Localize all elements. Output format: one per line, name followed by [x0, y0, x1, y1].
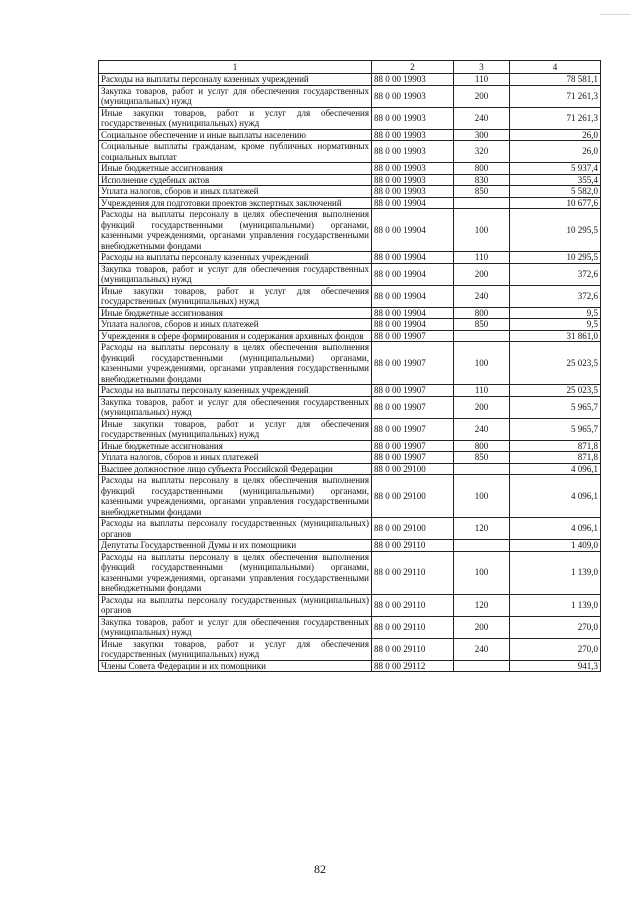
row-name-cell: Закупка товаров, работ и услуг для обеспечения государственных (муниципальных) нужд [99, 396, 372, 418]
row-vr-cell: 100 [454, 209, 510, 252]
row-vr-cell: 320 [454, 141, 510, 163]
row-vr-cell [454, 463, 510, 475]
row-vr-cell [454, 540, 510, 552]
row-name-cell: Уплата налогов, сборов и иных платежей [99, 319, 372, 331]
row-vr-cell [454, 660, 510, 672]
row-csr-cell: 88 0 00 19903 [372, 74, 454, 86]
table-header-row [99, 61, 601, 74]
header-col-1: 1 [99, 61, 372, 74]
table-row [99, 440, 601, 452]
table-row [99, 174, 601, 186]
table-row [99, 551, 601, 594]
row-sum-cell: 4 096,1 [510, 463, 601, 475]
row-name-cell: Депутаты Государственной Думы и их помощники [99, 540, 372, 552]
row-csr-cell: 88 0 00 19907 [372, 396, 454, 418]
row-name-cell: Уплата налогов, сборов и иных платежей [99, 452, 372, 464]
row-sum-cell: 5 965,7 [510, 418, 601, 440]
row-csr-cell: 88 0 00 19907 [372, 330, 454, 342]
row-name-cell: Расходы на выплаты персоналу казенных учреждений [99, 74, 372, 86]
row-vr-cell: 200 [454, 85, 510, 107]
scan-mark [600, 14, 630, 27]
header-col-3: 3 [454, 61, 510, 74]
row-csr-cell: 88 0 00 19904 [372, 285, 454, 307]
row-name-cell: Социальные выплаты гражданам, кроме публичных нормативных социальных выплат [99, 141, 372, 163]
table-row [99, 594, 601, 616]
row-csr-cell: 88 0 00 29112 [372, 660, 454, 672]
table-row [99, 396, 601, 418]
row-sum-cell: 9,5 [510, 307, 601, 319]
row-sum-cell: 71 261,3 [510, 107, 601, 129]
row-sum-cell: 270,0 [510, 638, 601, 660]
row-name-cell: Закупка товаров, работ и услуг для обеспечения государственных (муниципальных) нужд [99, 616, 372, 638]
row-csr-cell: 88 0 00 19907 [372, 440, 454, 452]
table-row [99, 540, 601, 552]
table-row [99, 463, 601, 475]
table-row [99, 518, 601, 540]
row-name-cell: Члены Совета Федерации и их помощники [99, 660, 372, 672]
table-row [99, 319, 601, 331]
row-csr-cell: 88 0 00 19907 [372, 418, 454, 440]
row-csr-cell: 88 0 00 19907 [372, 342, 454, 385]
row-csr-cell: 88 0 00 29100 [372, 463, 454, 475]
row-name-cell: Иные бюджетные ассигнования [99, 163, 372, 175]
table-row [99, 252, 601, 264]
row-vr-cell: 200 [454, 616, 510, 638]
row-vr-cell: 200 [454, 396, 510, 418]
row-vr-cell [454, 197, 510, 209]
row-vr-cell: 120 [454, 594, 510, 616]
row-sum-cell: 25 023,5 [510, 385, 601, 397]
row-sum-cell: 372,6 [510, 285, 601, 307]
row-csr-cell: 88 0 00 29110 [372, 540, 454, 552]
row-csr-cell: 88 0 00 29100 [372, 475, 454, 518]
table-row [99, 418, 601, 440]
budget-table [98, 60, 601, 672]
row-csr-cell: 88 0 00 29100 [372, 518, 454, 540]
row-name-cell: Иные бюджетные ассигнования [99, 307, 372, 319]
row-name-cell: Учреждения для подготовки проектов экспертных заключений [99, 197, 372, 209]
row-name-cell: Иные закупки товаров, работ и услуг для обеспечения государственных (муниципальных) нужд [99, 638, 372, 660]
row-vr-cell: 800 [454, 163, 510, 175]
row-sum-cell: 1 409,0 [510, 540, 601, 552]
row-vr-cell: 110 [454, 252, 510, 264]
table-row [99, 197, 601, 209]
row-sum-cell: 5 965,7 [510, 396, 601, 418]
row-csr-cell: 88 0 00 19903 [372, 186, 454, 198]
row-name-cell: Расходы на выплаты персоналу казенных учреждений [99, 252, 372, 264]
row-csr-cell: 88 0 00 19903 [372, 107, 454, 129]
row-vr-cell: 100 [454, 475, 510, 518]
row-sum-cell: 25 023,5 [510, 342, 601, 385]
row-sum-cell: 31 861,0 [510, 330, 601, 342]
row-name-cell: Расходы на выплаты персоналу казенных учреждений [99, 385, 372, 397]
row-name-cell: Высшее должностное лицо субъекта Российской Федерации [99, 463, 372, 475]
row-name-cell: Иные закупки товаров, работ и услуг для обеспечения государственных (муниципальных) нужд [99, 285, 372, 307]
table-row [99, 638, 601, 660]
table-row [99, 209, 601, 252]
table-row [99, 107, 601, 129]
row-sum-cell: 26,0 [510, 129, 601, 141]
row-name-cell: Закупка товаров, работ и услуг для обеспечения государственных (муниципальных) нужд [99, 85, 372, 107]
row-sum-cell: 78 581,1 [510, 74, 601, 86]
row-name-cell: Исполнение судебных актов [99, 174, 372, 186]
row-sum-cell: 941,3 [510, 660, 601, 672]
row-sum-cell: 9,5 [510, 319, 601, 331]
row-sum-cell: 871,8 [510, 440, 601, 452]
row-name-cell: Расходы на выплаты персоналу государственных (муниципальных) органов [99, 518, 372, 540]
table-row [99, 263, 601, 285]
table-row [99, 660, 601, 672]
header-col-2: 2 [372, 61, 454, 74]
row-sum-cell: 5 937,4 [510, 163, 601, 175]
table-row [99, 141, 601, 163]
row-name-cell: Расходы на выплаты персоналу в целях обеспечения выполнения функций государственными (муниципальными) органами, казенными учреждениями, органами управления государственными внебюджетными фондами [99, 475, 372, 518]
table-row [99, 129, 601, 141]
row-csr-cell: 88 0 00 19904 [372, 209, 454, 252]
row-vr-cell: 300 [454, 129, 510, 141]
row-sum-cell: 4 096,1 [510, 518, 601, 540]
row-csr-cell: 88 0 00 19907 [372, 452, 454, 464]
row-csr-cell: 88 0 00 19904 [372, 197, 454, 209]
table-row [99, 342, 601, 385]
row-sum-cell: 10 295,5 [510, 252, 601, 264]
row-name-cell: Расходы на выплаты персоналу государственных (муниципальных) органов [99, 594, 372, 616]
row-csr-cell: 88 0 00 19903 [372, 129, 454, 141]
row-vr-cell: 110 [454, 385, 510, 397]
row-name-cell: Иные закупки товаров, работ и услуг для обеспечения государственных (муниципальных) нужд [99, 418, 372, 440]
table-row [99, 330, 601, 342]
row-name-cell: Иные бюджетные ассигнования [99, 440, 372, 452]
table-row [99, 385, 601, 397]
table-row [99, 475, 601, 518]
row-sum-cell: 1 139,0 [510, 551, 601, 594]
row-csr-cell: 88 0 00 19903 [372, 85, 454, 107]
table-row [99, 452, 601, 464]
row-vr-cell: 850 [454, 319, 510, 331]
row-vr-cell: 850 [454, 186, 510, 198]
row-vr-cell: 800 [454, 440, 510, 452]
row-sum-cell: 5 582,0 [510, 186, 601, 198]
row-sum-cell: 355,4 [510, 174, 601, 186]
row-csr-cell: 88 0 00 19903 [372, 141, 454, 163]
row-vr-cell: 240 [454, 638, 510, 660]
row-name-cell: Учреждения в сфере формирования и содержания архивных фондов [99, 330, 372, 342]
row-csr-cell: 88 0 00 29110 [372, 616, 454, 638]
row-vr-cell: 240 [454, 418, 510, 440]
row-sum-cell: 10 295,5 [510, 209, 601, 252]
table-row [99, 163, 601, 175]
row-sum-cell: 10 677,6 [510, 197, 601, 209]
table-row [99, 616, 601, 638]
row-csr-cell: 88 0 00 19904 [372, 307, 454, 319]
row-csr-cell: 88 0 00 29110 [372, 638, 454, 660]
row-name-cell: Иные закупки товаров, работ и услуг для обеспечения государственных (муниципальных) нужд [99, 107, 372, 129]
table-row [99, 186, 601, 198]
row-sum-cell: 372,6 [510, 263, 601, 285]
row-name-cell: Уплата налогов, сборов и иных платежей [99, 186, 372, 198]
row-csr-cell: 88 0 00 19904 [372, 252, 454, 264]
row-csr-cell: 88 0 00 19904 [372, 263, 454, 285]
row-sum-cell: 26,0 [510, 141, 601, 163]
row-csr-cell: 88 0 00 19903 [372, 174, 454, 186]
row-csr-cell: 88 0 00 19907 [372, 385, 454, 397]
table-body [99, 74, 601, 672]
row-sum-cell: 871,8 [510, 452, 601, 464]
row-csr-cell: 88 0 00 19903 [372, 163, 454, 175]
row-vr-cell: 800 [454, 307, 510, 319]
row-name-cell: Расходы на выплаты персоналу в целях обеспечения выполнения функций государственными (муниципальными) органами, казенными учреждениями, органами управления государственными внебюджетными фондами [99, 551, 372, 594]
row-vr-cell: 850 [454, 452, 510, 464]
row-csr-cell: 88 0 00 29110 [372, 551, 454, 594]
row-name-cell: Социальное обеспечение и иные выплаты населению [99, 129, 372, 141]
row-vr-cell: 110 [454, 74, 510, 86]
row-sum-cell: 270,0 [510, 616, 601, 638]
table-row [99, 74, 601, 86]
row-name-cell: Закупка товаров, работ и услуг для обеспечения государственных (муниципальных) нужд [99, 263, 372, 285]
page-number: 82 [314, 862, 326, 876]
row-vr-cell: 100 [454, 342, 510, 385]
row-vr-cell: 200 [454, 263, 510, 285]
row-vr-cell: 120 [454, 518, 510, 540]
header-col-4: 4 [510, 61, 601, 74]
row-sum-cell: 4 096,1 [510, 475, 601, 518]
row-name-cell: Расходы на выплаты персоналу в целях обеспечения выполнения функций государственными (муниципальными) органами, казенными учреждениями, органами управления государственными внебюджетными фондами [99, 209, 372, 252]
row-vr-cell: 240 [454, 107, 510, 129]
row-vr-cell [454, 330, 510, 342]
table-row [99, 285, 601, 307]
row-vr-cell: 100 [454, 551, 510, 594]
row-vr-cell: 240 [454, 285, 510, 307]
row-sum-cell: 71 261,3 [510, 85, 601, 107]
row-csr-cell: 88 0 00 29110 [372, 594, 454, 616]
row-vr-cell: 830 [454, 174, 510, 186]
row-sum-cell: 1 139,0 [510, 594, 601, 616]
table-row [99, 85, 601, 107]
table-row [99, 307, 601, 319]
row-name-cell: Расходы на выплаты персоналу в целях обеспечения выполнения функций государственными (муниципальными) органами, казенными учреждениями, органами управления государственными внебюджетными фондами [99, 342, 372, 385]
row-csr-cell: 88 0 00 19904 [372, 319, 454, 331]
